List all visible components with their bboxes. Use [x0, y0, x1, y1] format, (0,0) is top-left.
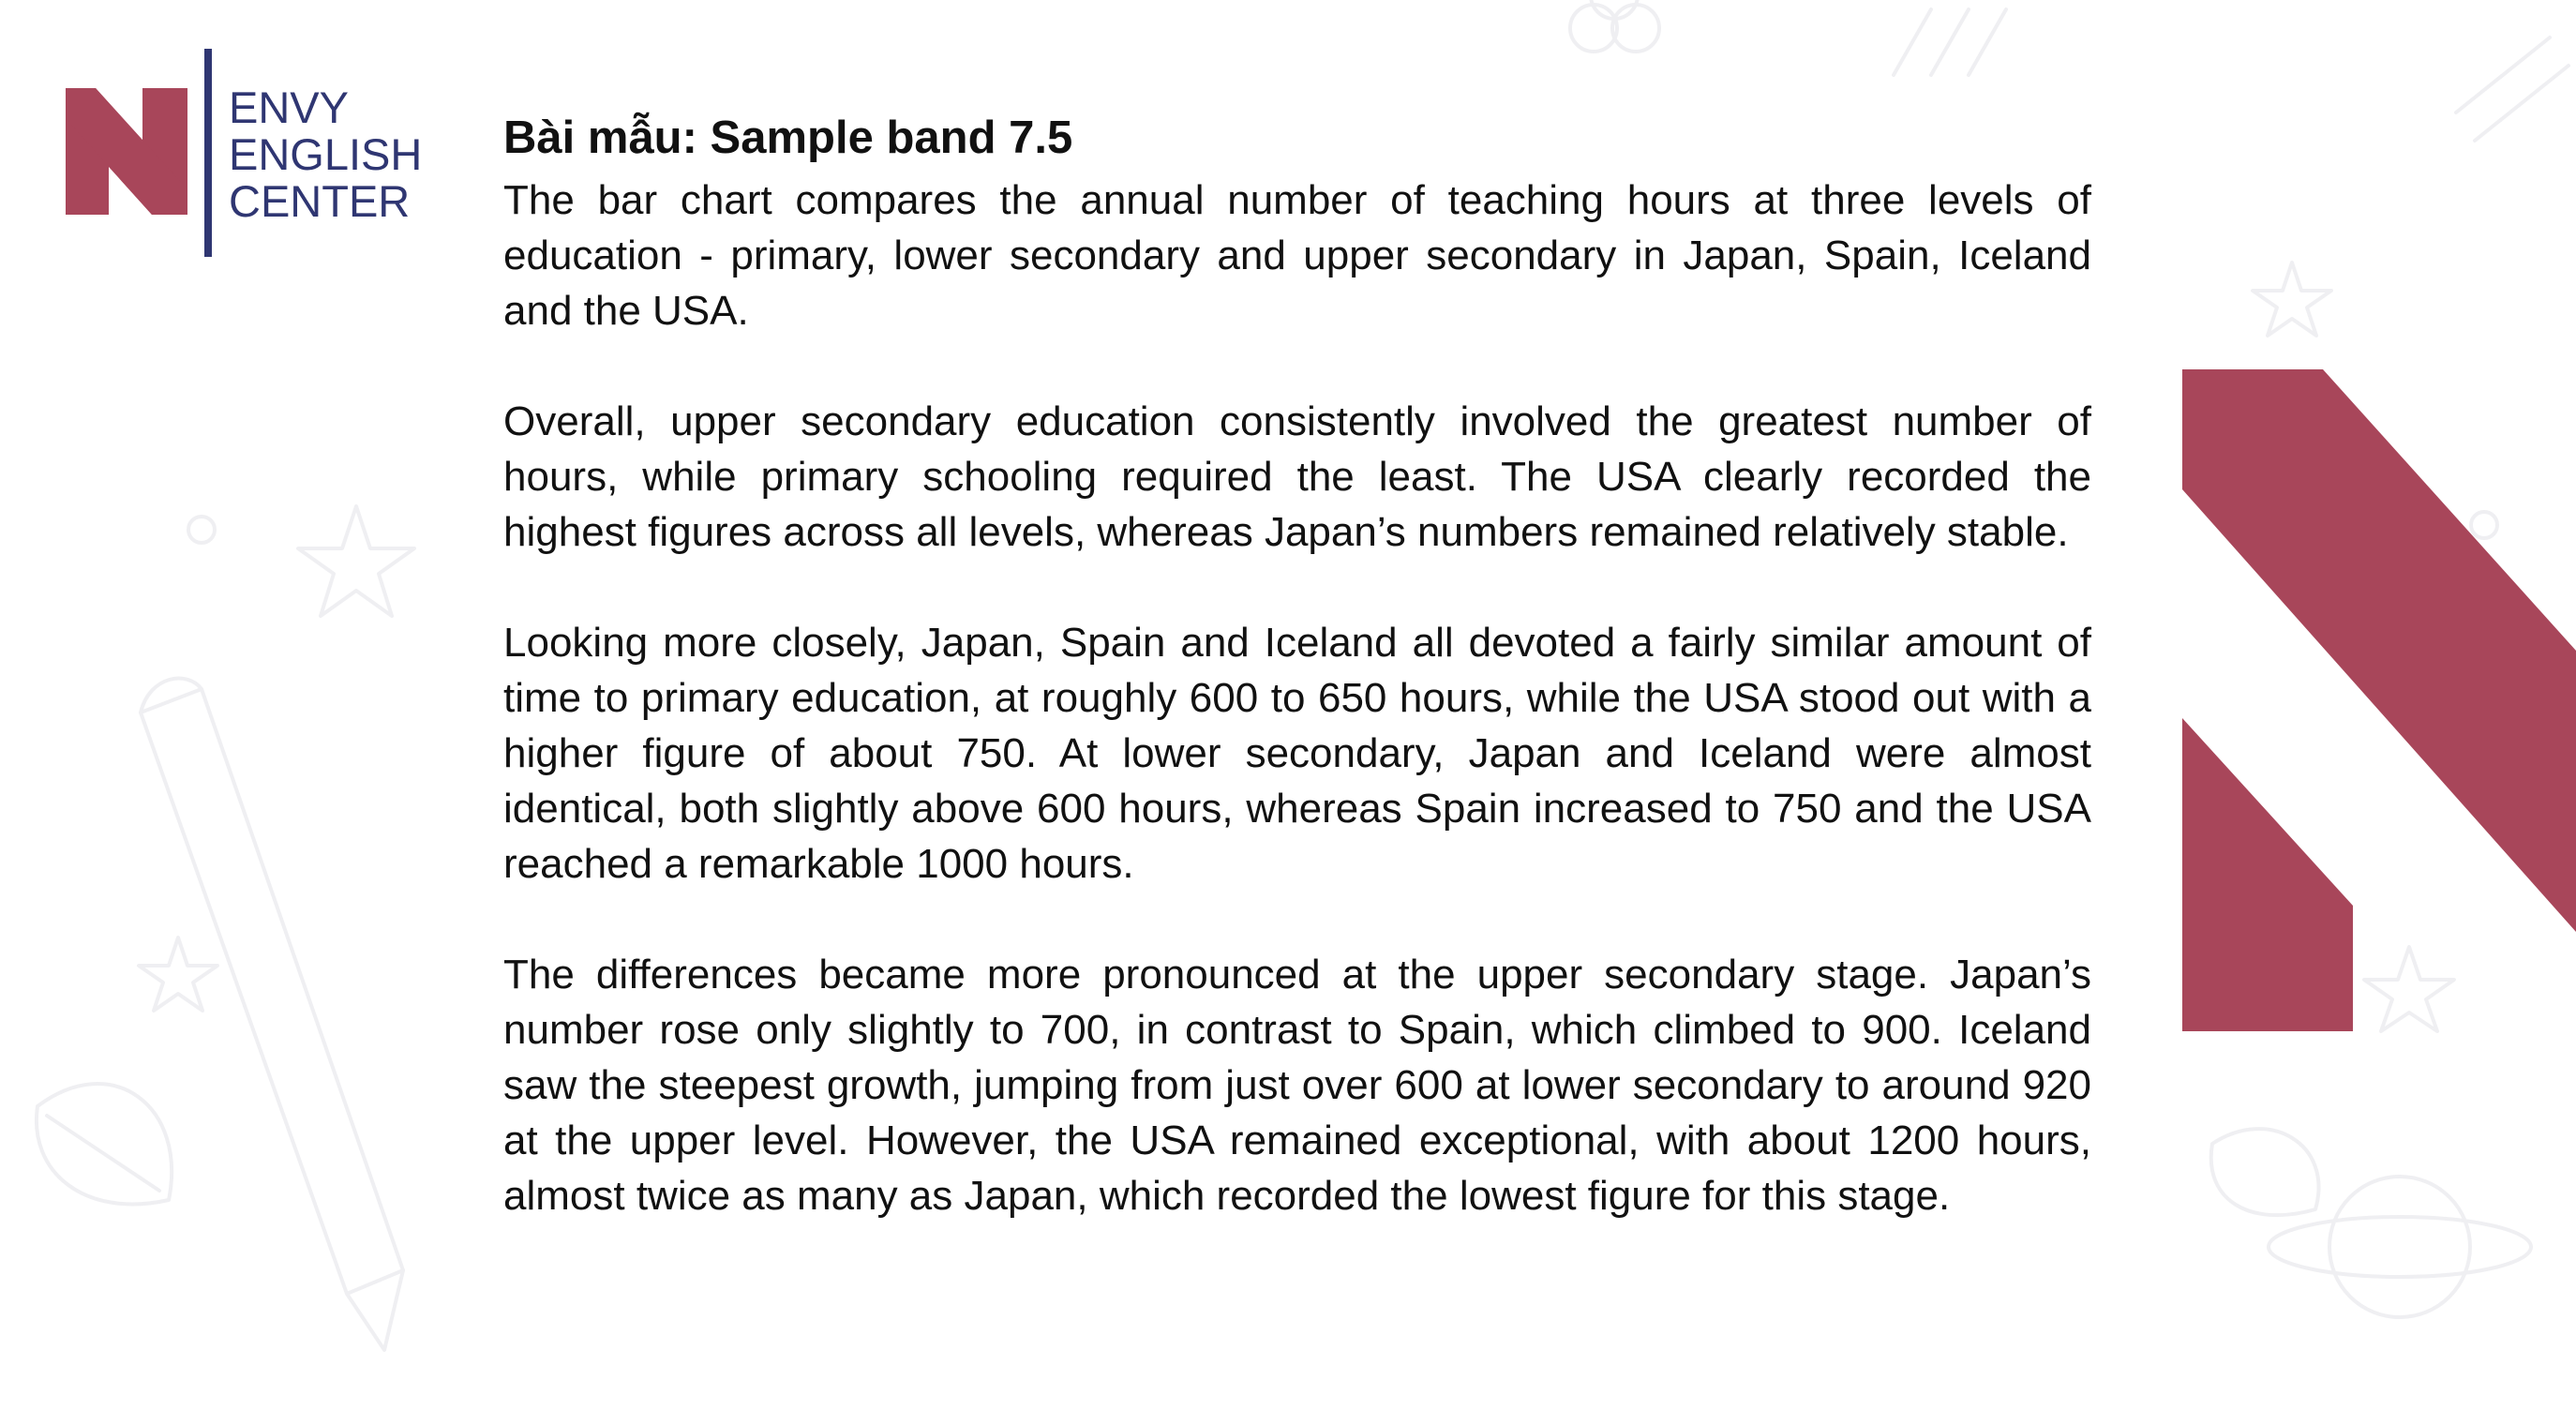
essay-paragraph-body-2: The differences became more pronounced at the upper secondary stage. Japan’s number rose only slightly to 700, in contrast to Spain, which climbed to 900. Iceland saw the steepest growth, jumping from just over 600 at lower secondary to around 920 at the upper level. However, the USA remained exceptional, with about 1200 hours, almost twice as many as Japan, which recorded the lowest figure for this stage. — [503, 952, 2091, 1219]
planet-doodle-icon — [2269, 1177, 2531, 1317]
leaf-doodle-icon — [37, 1084, 172, 1204]
brand-name-line-1: ENVY — [229, 82, 349, 132]
leaf-doodle-icon — [2211, 1129, 2319, 1215]
brand-name — [229, 84, 454, 225]
essay-paragraph-overview: Overall, upper secondary education consistently involved the greatest number of hours, while primary schooling required the least. The USA clearly recorded the highest figures across all levels, whereas Japan’s numbers remained relatively stable. — [503, 398, 2091, 555]
pencil-doodle-icon — [141, 679, 403, 1350]
pencil-doodle-icon — [1894, 9, 2006, 75]
essay-paragraph-body-1: Looking more closely, Japan, Spain and Iceland all devoted a fairly similar amount of time to primary education, at roughly 600 to 650 hours, while the USA stood out with a higher figure of about 750. At lower secondary, Japan and Iceland were almost identical, both slightly above 600 hours, whereas Spain increased to 750 and the USA reached a remarkable 1000 hours. — [503, 620, 2091, 887]
star-doodle-icon — [2253, 262, 2331, 336]
star-doodle-icon — [298, 506, 414, 616]
brand-logo — [66, 49, 441, 260]
brand-name-line-2: ENGLISH — [229, 129, 423, 179]
flower-doodle-icon — [1570, 0, 1659, 52]
sample-essay — [503, 111, 2091, 1223]
large-n-stroke-icon — [2182, 369, 2576, 1035]
essay-paragraph-intro: The bar chart compares the annual number of teaching hours at three levels of education - primary, lower secondary and upper secondary in Japan, Spain, Iceland and the USA. — [503, 177, 2091, 334]
page-title: Bài mẫu: Sample band 7.5 — [503, 112, 1073, 163]
logo-divider — [204, 49, 212, 257]
brand-name-line-3: CENTER — [229, 176, 411, 226]
star-doodle-icon — [139, 938, 217, 1011]
pencil-doodle-icon — [2456, 38, 2569, 141]
n-monogram-icon — [66, 88, 187, 215]
